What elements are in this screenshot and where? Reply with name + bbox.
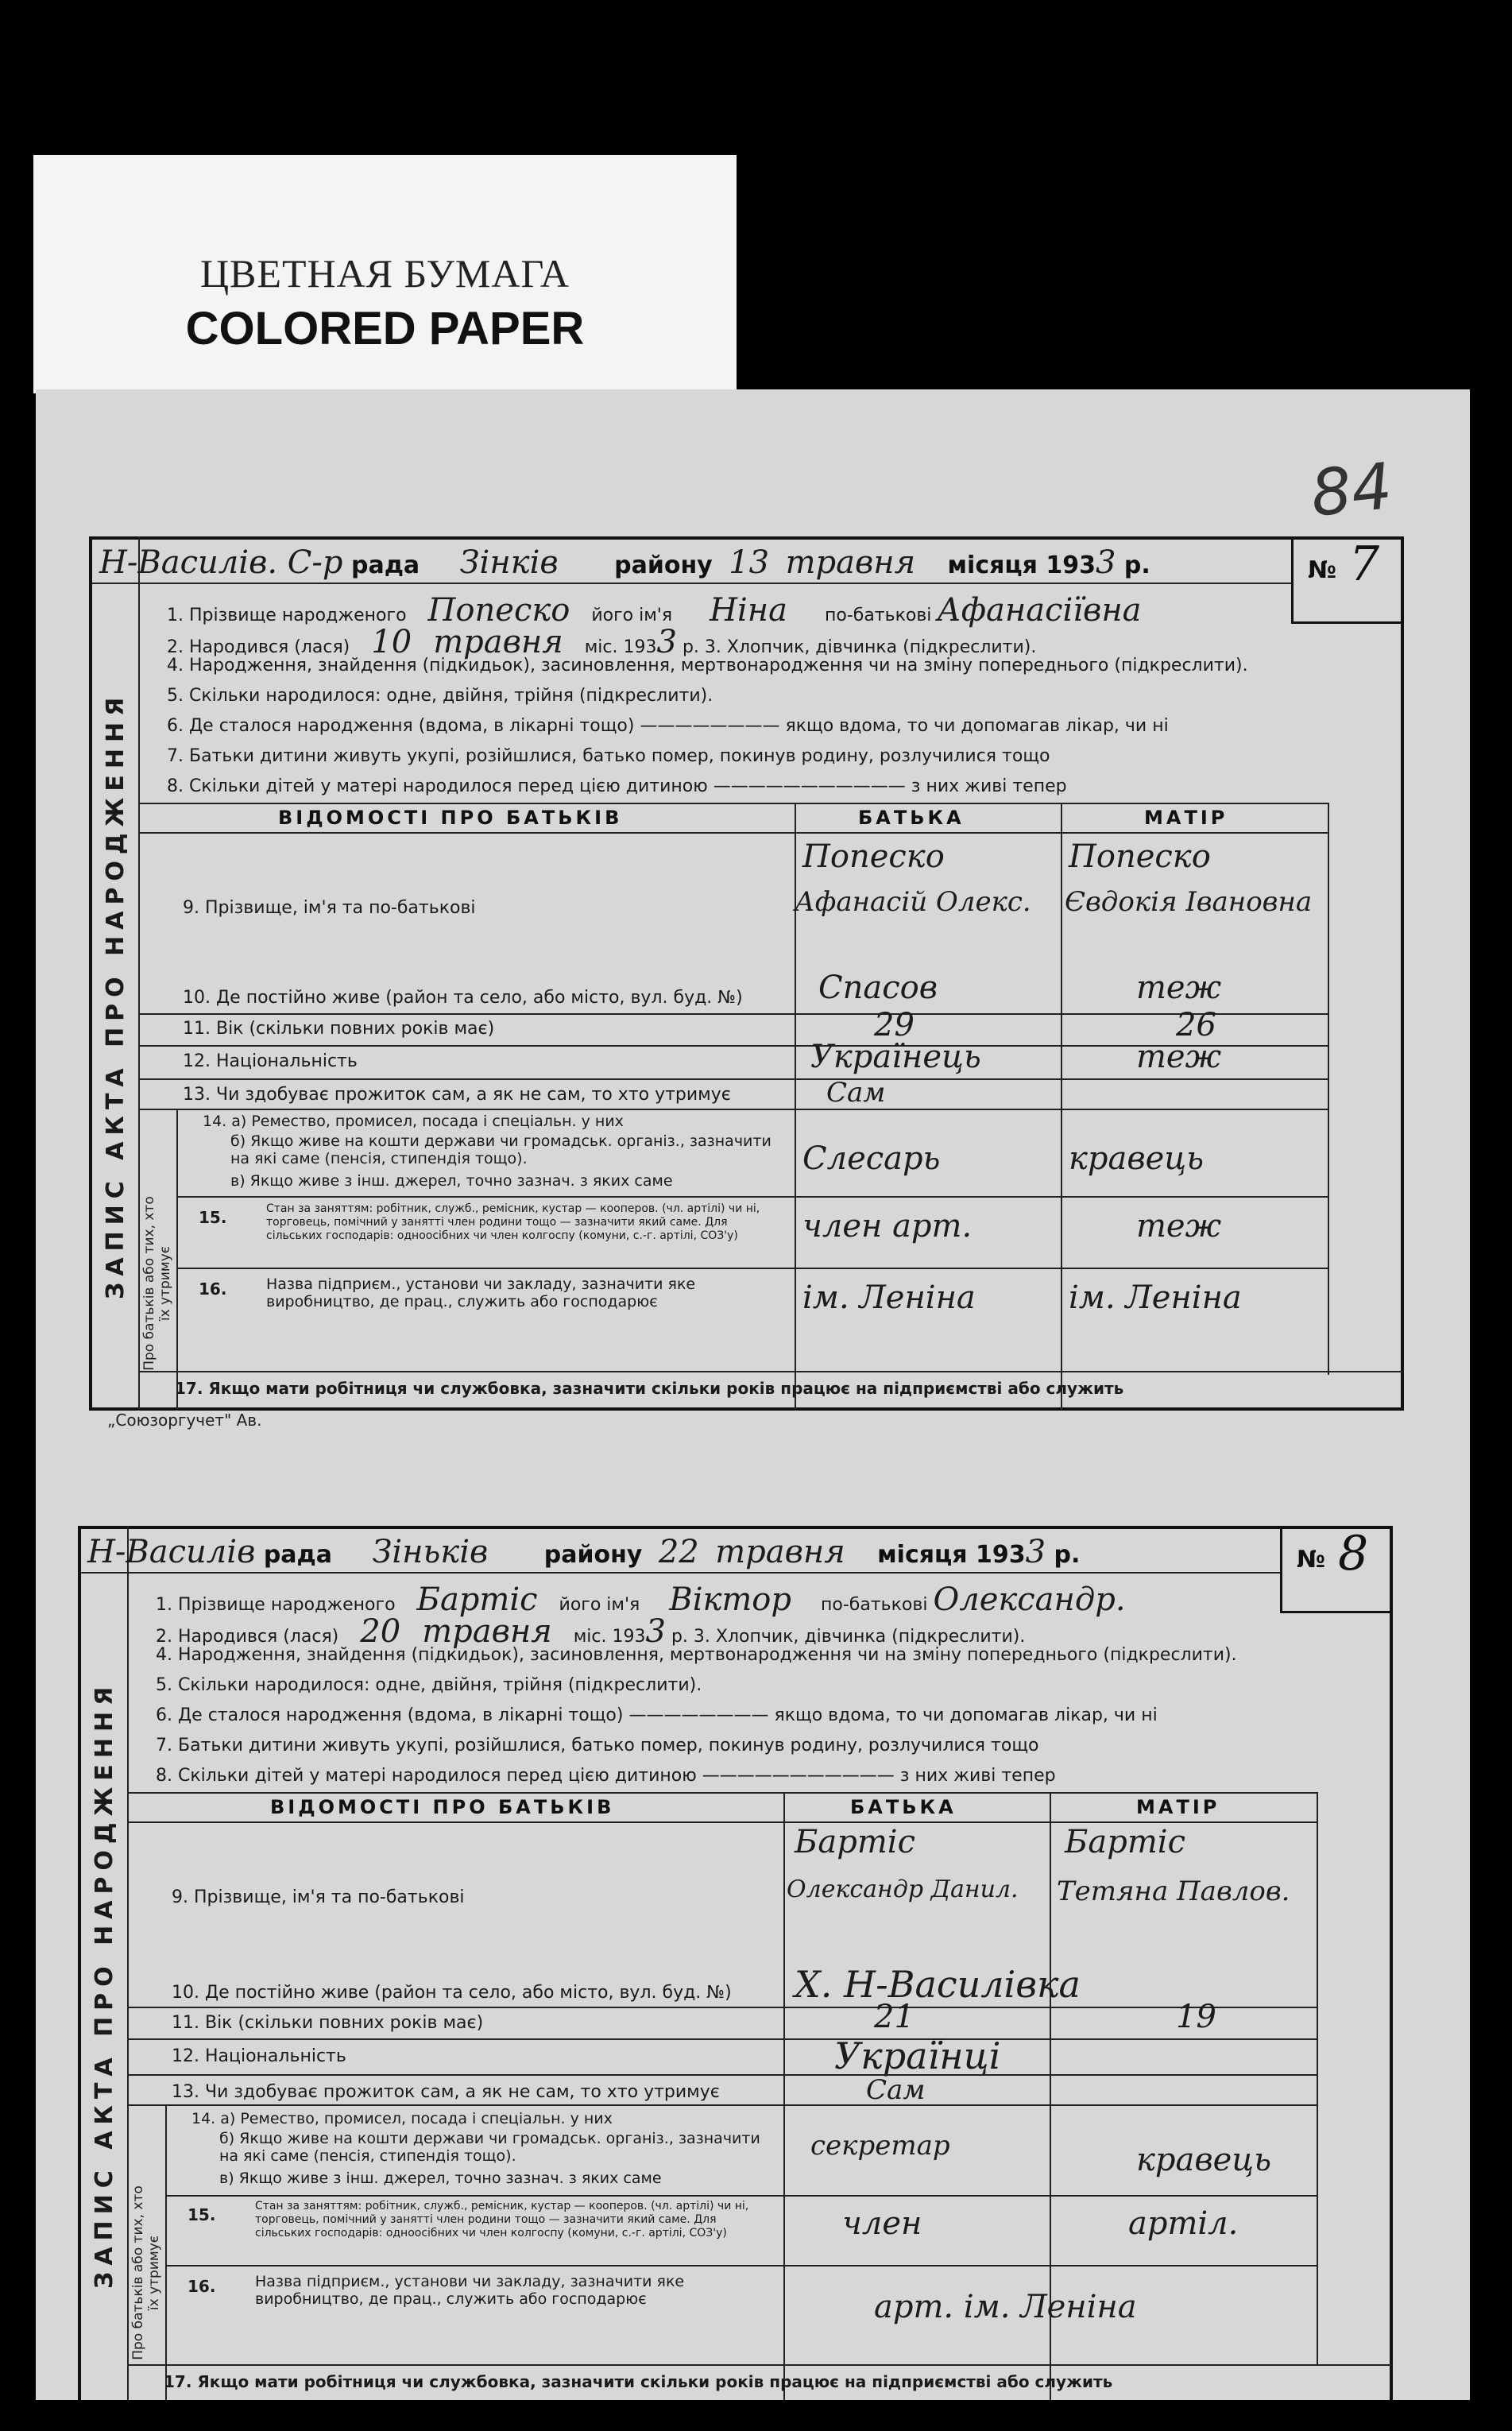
- row-10: 10. Де постійно живе (район та село, або місто, вул. буд. №): [172, 1983, 732, 2003]
- father-nationality: Українці: [834, 2034, 1001, 2077]
- row-14a: 14. а) Ремество, промисел, посада і спеціальн. у них: [203, 1113, 624, 1130]
- colored-paper-card: [33, 155, 737, 393]
- row-14c: в) Якщо живе з інш. джерел, точно зазнач. з яких саме: [230, 1172, 673, 1190]
- row-15: Стан за заняттям: робітник, служб., ремісник, кустар — кооперов. (чл. артілі) чи ні, торговець, помічний у занятті член родини тощо — зазначити який саме. Для сільських господарів: одноосібних чи член колгоспу (комуни, с.-г. артілі, СОЗ'у): [255, 2200, 749, 2239]
- mother-age: 19: [1176, 1999, 1216, 2035]
- line-6: 6. Де сталося народження (вдома, в лікарні тощо) ———————— якщо вдома, то чи допомагав лікар, чи ні: [156, 1705, 1158, 1725]
- father-residence: Х. Н-Василівка: [795, 1963, 1081, 2006]
- line-5: 5. Скільки народилося: одне, двійня, трійня (підкреслити).: [156, 1675, 702, 1695]
- row-11: 11. Вік (скільки повних років має): [183, 1019, 495, 1039]
- row-13: 13. Чи здобуває прожиток сам, а як не сам, то хто утримує: [183, 1085, 731, 1105]
- row-14c: в) Якщо живе з інш. джерел, точно зазнач. з яких саме: [219, 2170, 662, 2187]
- record-number-box: № 7: [1291, 536, 1402, 624]
- row-10: 10. Де постійно живе (район та село, або місто, вул. буд. №): [183, 988, 743, 1008]
- mother-name-1: Попеско: [1069, 838, 1211, 875]
- father-workplace: арт. ім. Леніна: [874, 2289, 1137, 2325]
- father-age: 29: [874, 1007, 915, 1043]
- mother-name-1: Бартіс: [1065, 1824, 1185, 1860]
- father-workplace: ім. Леніна: [802, 1279, 976, 1316]
- line-1: 1. Прізвище народженого Попеско його ім'я Ніна по-батькові Афанасіївна: [167, 592, 1142, 629]
- header-line: Н-Василів. С-р рада Зінків району 13 травня місяця 1933 р.: [99, 544, 1150, 581]
- line-4: 4. Народження, знайдення (підкидьок), засиновлення, мертвонародження чи на зміну попереднього (підкреслити).: [167, 656, 1248, 675]
- mother-occupation: кравець: [1136, 2142, 1271, 2178]
- mother-nationality: теж: [1136, 1039, 1222, 1075]
- row-17: 17. Якщо мати робітниця чи службовка, зазначити скільки років працює на підприємстві або служить: [164, 2372, 1113, 2391]
- row-17: 17. Якщо мати робітниця чи службовка, зазначити скільки років працює на підприємстві або служить: [175, 1379, 1124, 1398]
- father-status: член: [842, 2205, 922, 2242]
- father-residence: Спасов: [818, 970, 938, 1006]
- father-occupation: Слесарь: [802, 1140, 941, 1177]
- line-5: 5. Скільки народилося: одне, двійня, трійня (підкреслити).: [167, 686, 713, 706]
- th-father: БАТЬКА: [858, 807, 965, 829]
- father-nationality: Українець: [810, 1039, 981, 1075]
- line-1: 1. Прізвище народженого Бартіс його ім'я Віктор по-батькові Олександр.: [156, 1581, 1126, 1618]
- mother-status: теж: [1136, 1208, 1222, 1245]
- father-name-2: Афанасій Олекс.: [795, 886, 1031, 918]
- father-name-1: Бартіс: [795, 1824, 915, 1860]
- card-label-en: COLORED PAPER: [185, 303, 585, 354]
- frame-inner-rule: [138, 536, 140, 1411]
- record-number: 7: [1349, 536, 1380, 592]
- row-15: Стан за заняттям: робітник, служб., ремісник, кустар — кооперов. (чл. артілі) чи ні, торговець, помічний у занятті член родини тощо — зазначити який саме. Для сільських господарів: одноосібних чи член колгоспу (комуни, с.-г. артілі, СОЗ'у): [266, 1202, 760, 1242]
- th-father: БАТЬКА: [850, 1796, 957, 1818]
- father-name-2: Олександр Данил.: [787, 1876, 1019, 1903]
- row-14b: б) Якщо живе на кошти держави чи громадськ. організ., зазначити на які саме (пенсія, стипендія тощо).: [230, 1132, 771, 1167]
- father-name-1: Попеско: [802, 838, 945, 875]
- line-8: 8. Скільки дітей у матері народилося перед цією дитиною ——————————— з них живі тепер: [156, 1766, 1056, 1786]
- row-15-num: 15.: [199, 1208, 227, 1227]
- mother-status: артіл.: [1128, 2205, 1239, 2242]
- th-mother: МАТІР: [1144, 807, 1228, 829]
- row-12: 12. Національність: [183, 1051, 358, 1071]
- row-9: 9. Прізвище, ім'я та по-батькові: [183, 898, 476, 918]
- row-12: 12. Національність: [172, 2046, 346, 2066]
- row-11: 11. Вік (скільки повних років має): [172, 2013, 484, 2033]
- birth-record-1: [0, 536, 1512, 1426]
- line-2: 2. Народився (лася) 10 травня міс. 1933 р. 3. Хлопчик, дівчинка (підкреслити).: [167, 624, 1037, 660]
- record-number-box: № 8: [1280, 1526, 1391, 1613]
- row-14b: б) Якщо живе на кошти держави чи громадськ. організ., зазначити на які саме (пенсія, стипендія тощо).: [219, 2130, 760, 2165]
- father-age: 21: [874, 1999, 915, 2035]
- row-15-num: 15.: [188, 2205, 216, 2224]
- record-number: 8: [1338, 1526, 1369, 1581]
- mother-age: 26: [1176, 1007, 1216, 1043]
- mother-residence: теж: [1136, 970, 1222, 1006]
- side-small: Про батьків або тих, хто їх утримує: [141, 1196, 173, 1371]
- line-2: 2. Народився (лася) 20 травня міс. 1933 р. 3. Хлопчик, дівчинка (підкреслити).: [156, 1613, 1026, 1650]
- father-support: Сам: [826, 1077, 886, 1109]
- line-7: 7. Батьки дитини живуть укупі, розійшлися, батько помер, покинув родину, розлучилися тощо: [156, 1736, 1039, 1756]
- line-4: 4. Народження, знайдення (підкидьок), засиновлення, мертвонародження чи на зміну попереднього (підкреслити).: [156, 1645, 1237, 1665]
- frame-inner-rule: [127, 1526, 129, 2400]
- row-16-num: 16.: [188, 2277, 216, 2296]
- birth-record-2: [0, 1526, 1512, 2400]
- mother-occupation: кравець: [1069, 1140, 1204, 1177]
- row-16: Назва підприєм., установи чи закладу, зазначити яке виробництво, де прац., служить або господарює: [255, 2273, 685, 2308]
- th-info: ВІДОМОСТІ ПРО БАТЬКІВ: [270, 1796, 615, 1818]
- side-small: Про батьків або тих, хто їх утримує: [130, 2185, 162, 2360]
- th-info: ВІДОМОСТІ ПРО БАТЬКІВ: [278, 807, 623, 829]
- row-16: Назва підприєм., установи чи закладу, зазначити яке виробництво, де прац., служить або господарює: [266, 1276, 696, 1310]
- line-7: 7. Батьки дитини живуть укупі, розійшлися, батько помер, покинув родину, розлучилися тощо: [167, 746, 1050, 766]
- father-status: член арт.: [802, 1208, 973, 1245]
- mother-name-2: Євдокія Івановна: [1065, 886, 1313, 918]
- header-line: Н-Василів рада Зіньків району 22 травня місяця 1933 р.: [87, 1534, 1081, 1570]
- page-number: 84: [1307, 448, 1396, 532]
- side-title: ЗАПИС АКТА ПРО НАРОДЖЕННЯ: [91, 1680, 118, 2289]
- row-13: 13. Чи здобуває прожиток сам, а як не сам, то хто утримує: [172, 2082, 720, 2102]
- row-14a: 14. а) Ремество, промисел, посада і спеціальн. у них: [191, 2110, 613, 2127]
- mother-workplace: ім. Леніна: [1069, 1279, 1242, 1316]
- footer-note: „Союзоргучет" Ав.: [107, 1411, 262, 1430]
- father-occupation: секретар: [810, 2130, 950, 2162]
- mother-name-2: Тетяна Павлов.: [1057, 1876, 1290, 1907]
- card-label-ru: ЦВЕТНАЯ БУМАГА: [199, 251, 570, 296]
- th-mother: МАТІР: [1136, 1796, 1220, 1818]
- row-16-num: 16.: [199, 1279, 227, 1299]
- line-8: 8. Скільки дітей у матері народилося перед цією дитиною ——————————— з них живі тепер: [167, 776, 1067, 796]
- side-title: ЗАПИС АКТА ПРО НАРОДЖЕННЯ: [102, 691, 130, 1299]
- father-support: Сам: [866, 2074, 926, 2106]
- line-6: 6. Де сталося народження (вдома, в лікарні тощо) ———————— якщо вдома, то чи допомагав лікар, чи ні: [167, 716, 1169, 736]
- row-9: 9. Прізвище, ім'я та по-батькові: [172, 1887, 465, 1907]
